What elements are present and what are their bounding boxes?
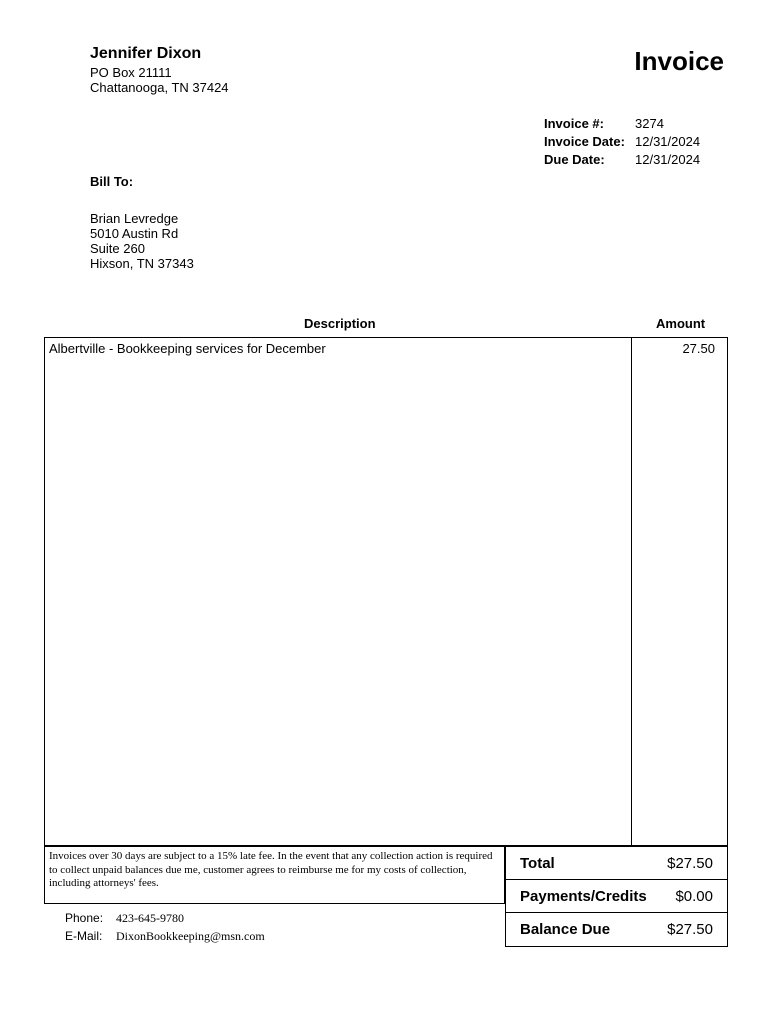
balance-due-label: Balance Due [520, 921, 611, 938]
invoice-number-row [544, 114, 700, 132]
due-date-value: 12/31/2024 [635, 151, 701, 167]
bill-to-line: Suite 260 [90, 241, 145, 256]
sender-address-line2: Chattanooga, TN 37424 [90, 80, 229, 95]
contact-email [65, 929, 265, 944]
sender-name: Jennifer Dixon [90, 45, 202, 62]
bill-to-line: Hixson, TN 37343 [90, 256, 194, 271]
due-date-row [544, 150, 700, 168]
total-row [506, 847, 727, 880]
payments-credits-value: $0.00 [675, 887, 713, 905]
payment-terms: Invoices over 30 days are subject to a 15% late fee. In the event that any collection action is required to collect unpaid balances due me, customer agrees to reimburse me for my costs of collection, including attorneys' fees. [44, 846, 505, 904]
column-divider [631, 338, 632, 845]
phone-value: 423-645-9780 [116, 911, 184, 925]
email-value: DixonBookkeeping@msn.com [116, 929, 265, 943]
invoice-date-row [544, 132, 700, 150]
invoice-date-value: 12/31/2024 [635, 133, 701, 149]
email-label: E-Mail: [65, 929, 103, 943]
bill-to-line: Brian Levredge [90, 211, 179, 226]
payments-credits-label: Payments/Credits [520, 887, 647, 905]
invoice-number-value: 3274 [635, 115, 664, 131]
balance-due-value: $27.50 [667, 921, 713, 938]
total-label: Total [520, 854, 555, 872]
line-items-table [44, 337, 728, 846]
invoice-date-label: Invoice Date: [544, 133, 625, 149]
line-item-description: Albertville - Bookkeeping services for December [49, 341, 326, 356]
phone-label: Phone: [65, 911, 104, 925]
description-header: Description [304, 316, 376, 331]
total-value: $27.50 [667, 854, 713, 872]
totals-box [505, 846, 728, 947]
invoice-meta [544, 114, 700, 168]
line-item-amount: 27.50 [682, 341, 715, 356]
due-date-label: Due Date: [544, 151, 605, 167]
amount-header: Amount [656, 316, 706, 331]
payments-credits-row [506, 880, 727, 913]
sender-address-line1: PO Box 21111 [90, 65, 172, 80]
bill-to-line: 5010 Austin Rd [90, 226, 179, 241]
bill-to-label: Bill To: [90, 174, 134, 189]
balance-due-row [506, 913, 727, 946]
contact-phone [65, 911, 184, 926]
invoice-number-label: Invoice #: [544, 115, 604, 131]
document-title: Invoice [634, 46, 724, 76]
